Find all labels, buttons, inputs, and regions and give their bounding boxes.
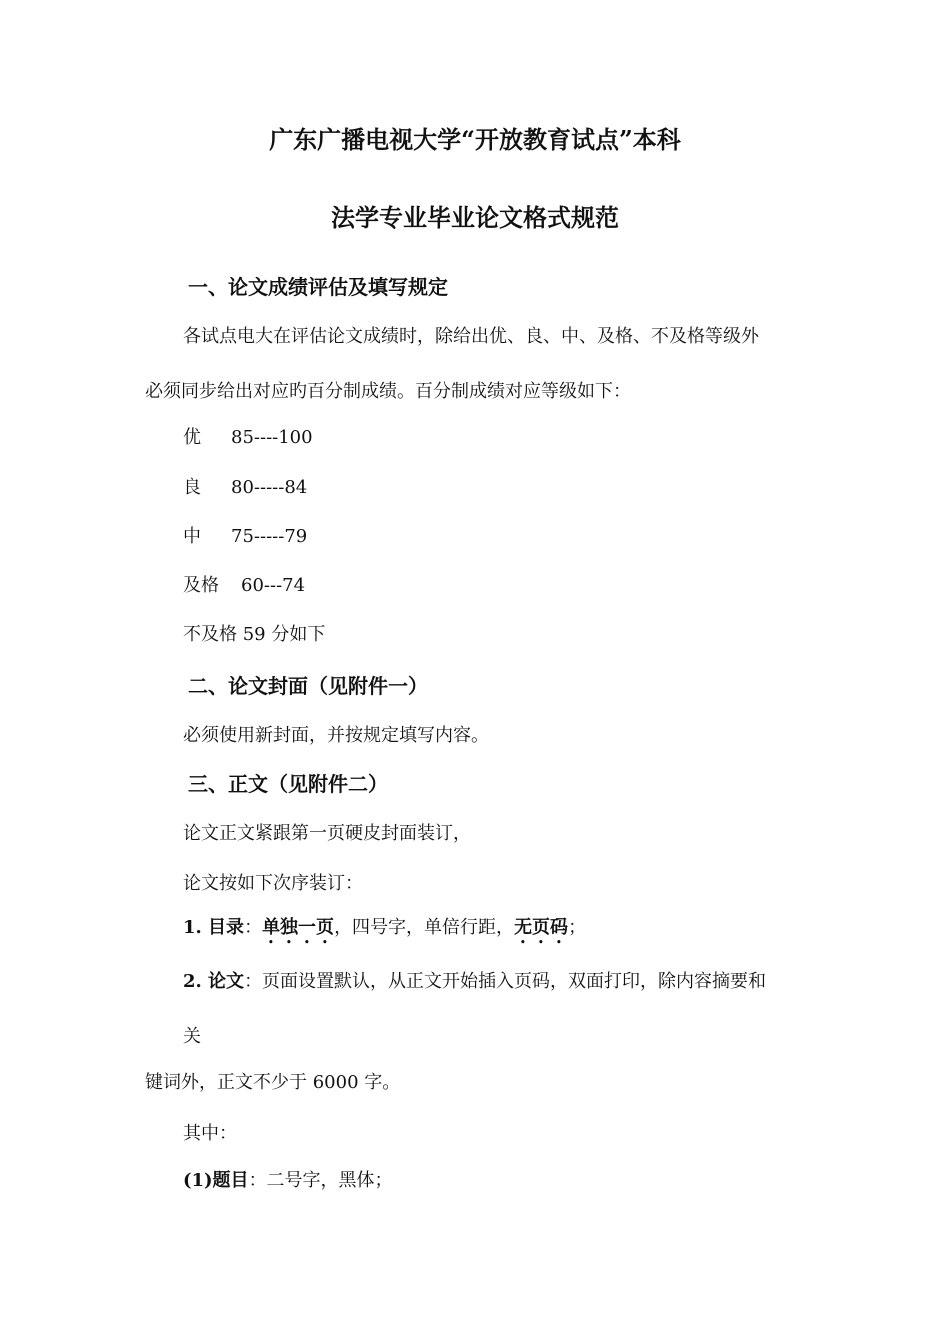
emphasis-separate-page: 单独一页 bbox=[262, 917, 335, 938]
section3-heading: 三、正文（见附件二） bbox=[188, 772, 388, 796]
section2-heading: 二、论文封面（见附件一） bbox=[188, 674, 428, 698]
grade-range: 85----100 bbox=[231, 427, 313, 448]
item-label: 2. 论文 bbox=[183, 971, 245, 992]
document-title-line1: 广东广播电视大学“开放教育试点”本科 bbox=[269, 125, 681, 154]
section3-paragraph2: 论文按如下次序装订： bbox=[183, 873, 363, 894]
grade-row-fail: 不及格 59 分如下 bbox=[183, 624, 326, 645]
item-thesis-continuation: 键词外，正文不少于 6000 字。 bbox=[145, 1072, 401, 1093]
grade-range: 60---74 bbox=[241, 575, 306, 596]
grade-label: 中 bbox=[183, 526, 201, 547]
grade-row-pass bbox=[183, 574, 305, 598]
grade-row-medium bbox=[183, 525, 307, 549]
sub-item-text: ：二号字，黑体； bbox=[248, 1170, 393, 1191]
grade-row-excellent bbox=[183, 426, 313, 450]
grade-label: 良 bbox=[183, 477, 201, 498]
section1-paragraph-line1: 各试点电大在评估论文成绩时，除给出优、良、中、及格、不及格等级外 bbox=[183, 326, 759, 347]
section1-paragraph-line2: 必须同步给出对应旳百分制成绩。百分制成绩对应等级如下： bbox=[145, 381, 631, 402]
item-text: ，四号字，单倍行距， bbox=[334, 917, 515, 938]
item-thesis-wrap: 关 bbox=[183, 1026, 201, 1047]
grade-range: 80-----84 bbox=[231, 477, 308, 498]
item-thesis bbox=[183, 970, 766, 994]
section2-paragraph: 必须使用新封面，并按规定填写内容。 bbox=[183, 725, 489, 746]
grade-label: 及格 bbox=[183, 575, 219, 596]
section3-paragraph1: 论文正文紧跟第一页硬皮封面装订， bbox=[183, 823, 471, 844]
item-label: 1. 目录 bbox=[183, 917, 245, 938]
section1-heading: 一、论文成绩评估及填写规定 bbox=[188, 275, 448, 299]
item-colon: ： bbox=[244, 917, 263, 938]
item-table-of-contents bbox=[183, 916, 586, 948]
grade-row-good bbox=[183, 476, 307, 500]
qizhong-line: 其中： bbox=[183, 1123, 237, 1144]
item-end: ； bbox=[568, 917, 587, 938]
sub-item-title bbox=[183, 1169, 393, 1193]
document-title-line2: 法学专业毕业论文格式规范 bbox=[331, 203, 619, 232]
grade-range: 75-----79 bbox=[231, 526, 308, 547]
item-text: ：页面设置默认，从正文开始插入页码，双面打印，除内容摘要和 bbox=[244, 971, 767, 992]
emphasis-no-page-number: 无页码 bbox=[514, 917, 569, 938]
sub-item-label: (1)题目 bbox=[183, 1170, 249, 1191]
grade-label: 优 bbox=[183, 427, 201, 448]
